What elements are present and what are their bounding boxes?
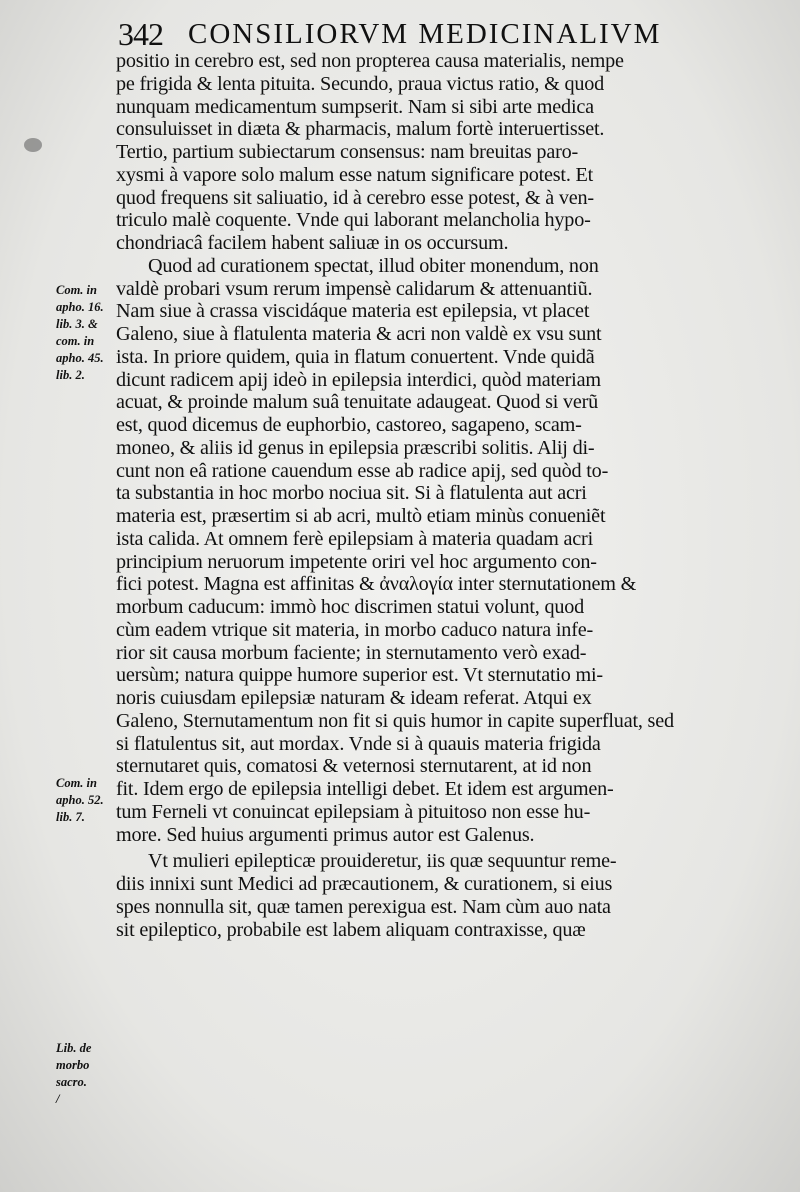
text-line: more. Sed huius argumenti primus autor est Galenus.: [116, 823, 535, 846]
text-line: est, quod dicemus de euphorbio, castoreo, sagapeno, scam-: [116, 414, 582, 436]
text-line: sternutaret quis, comatosi & veternosi sternutarent, at id non: [116, 755, 592, 778]
text-line: Galeno, siue à flatulenta materia & acri non valdè ex vsu sunt: [116, 323, 602, 345]
text-line: fici potest. Magna est affinitas & ἀναλογία inter sternutationem &: [116, 573, 637, 596]
text-line: si flatulentus sit, aut mordax. Vnde si à quauis materia frigida: [116, 732, 601, 755]
text-line: uersùm; natura quippe humore superior est. Vt sternutatio mi-: [116, 664, 603, 687]
ink-blot: [24, 138, 42, 152]
text-line: materia est, præsertim si ab acri, multò etiam minùs conueniẽt: [116, 505, 606, 527]
text-line: noris cuiusdam epilepsiæ naturam & ideam referat. Atqui ex: [116, 687, 592, 709]
body-text: [116, 50, 766, 941]
paragraph-start-line: Vt mulieri epilepticæ prouideretur, iis quæ sequuntur reme-: [148, 850, 617, 873]
text-line: Nam siue à crassa viscidáque materia est epilepsia, vt placet: [116, 300, 590, 323]
text-line: morbum caducum: immò hoc discrimen statui volunt, quod: [116, 596, 585, 618]
text-line: pe frigida & lenta pituita. Secundo, praua victus ratio, & quod: [116, 72, 605, 95]
text-line: ista calida. At omnem ferè epilepsiam à materia quadam acri: [116, 527, 593, 550]
text-line: acuat, & proinde malum suâ tenuitate adaugeat. Quod si verũ: [116, 391, 599, 414]
text-line: cunt non eâ ratione cauendum esse ab radice apij, sed quòd to-: [116, 459, 609, 482]
text-line: moneo, & aliis id genus in epilepsia præscribi solitis. Alij di-: [116, 436, 595, 459]
text-line: Galeno, Sternutamentum non fit si quis humor in capite superfluat, sed: [116, 709, 674, 732]
running-title: CONSILIORVM MEDICINALIVM: [188, 18, 662, 50]
margin-note: Com. in aphо. 16. lib. 3. & com. in aphо. 45. lib. 2.: [56, 283, 104, 382]
text-line: chondriacâ facilem habent saliuæ in os occursum.: [116, 232, 509, 254]
text-line: valdè probari vsum rerum impensè calidarum & attenuantiũ.: [116, 277, 593, 300]
text-line: ista. In priore quidem, quia in flatum conuertent. Vnde quidã: [116, 345, 595, 368]
margin-note: Lib. de morbo sacro. /: [56, 1041, 92, 1106]
text-line: rior sit causa morbum faciente; in sternutamento verò exad-: [116, 641, 587, 664]
text-line: xysmi à vapore solo malum esse natum significare potest. Et: [116, 163, 594, 186]
text-line: ta substantia in hoc morbo nociua sit. Si à flatulenta aut acri: [116, 482, 587, 505]
text-line: nunquam medicamentum sumpserit. Nam si sibi arte medica: [116, 95, 594, 118]
page-number: 342: [118, 16, 163, 52]
text-line: diis innixi sunt Medici ad præcautionem, & curationem, si eius: [116, 873, 613, 895]
text-line: consuluisset in diæta & pharmacis, malum fortè interuertisset.: [116, 118, 605, 141]
text-line: principium neruorum impetente oriri vel hoc argumento con-: [116, 550, 597, 573]
text-line: cùm eadem vtrique sit materia, in morbo caduco natura infe-: [116, 618, 593, 641]
text-line: quod frequens sit saliuatio, id à cerebro esse potest, & à ven-: [116, 186, 594, 209]
text-line: Tertio, partium subiectarum consensus: nam breuitas paro-: [116, 141, 579, 163]
text-line: spes nonnulla sit, quæ tamen perexigua est. Nam cùm auo nata: [116, 895, 611, 918]
text-line: sit epileptico, probabile est labem aliquam contraxisse, quæ: [116, 918, 586, 941]
page-header: [118, 14, 758, 54]
text-line: tum Ferneli vt conuincat epilepsiam à pituitoso non esse hu-: [116, 800, 591, 823]
text-line: positio in cerebro est, sed non propterea causa materialis, nempe: [116, 50, 624, 72]
text-line: triculo malè coquente. Vnde qui laborant melancholia hypo-: [116, 209, 591, 232]
text-line: fit. Idem ergo de epilepsia intelligi debet. Et idem est argumen-: [116, 778, 614, 800]
paragraph-start-line: Quod ad curationem spectat, illud obiter monendum, non: [148, 254, 599, 277]
margin-note: Com. in aphо. 52. lib. 7.: [56, 776, 104, 824]
text-line: dicunt radicem apij ideò in epilepsia interdici, quòd materiam: [116, 368, 601, 391]
